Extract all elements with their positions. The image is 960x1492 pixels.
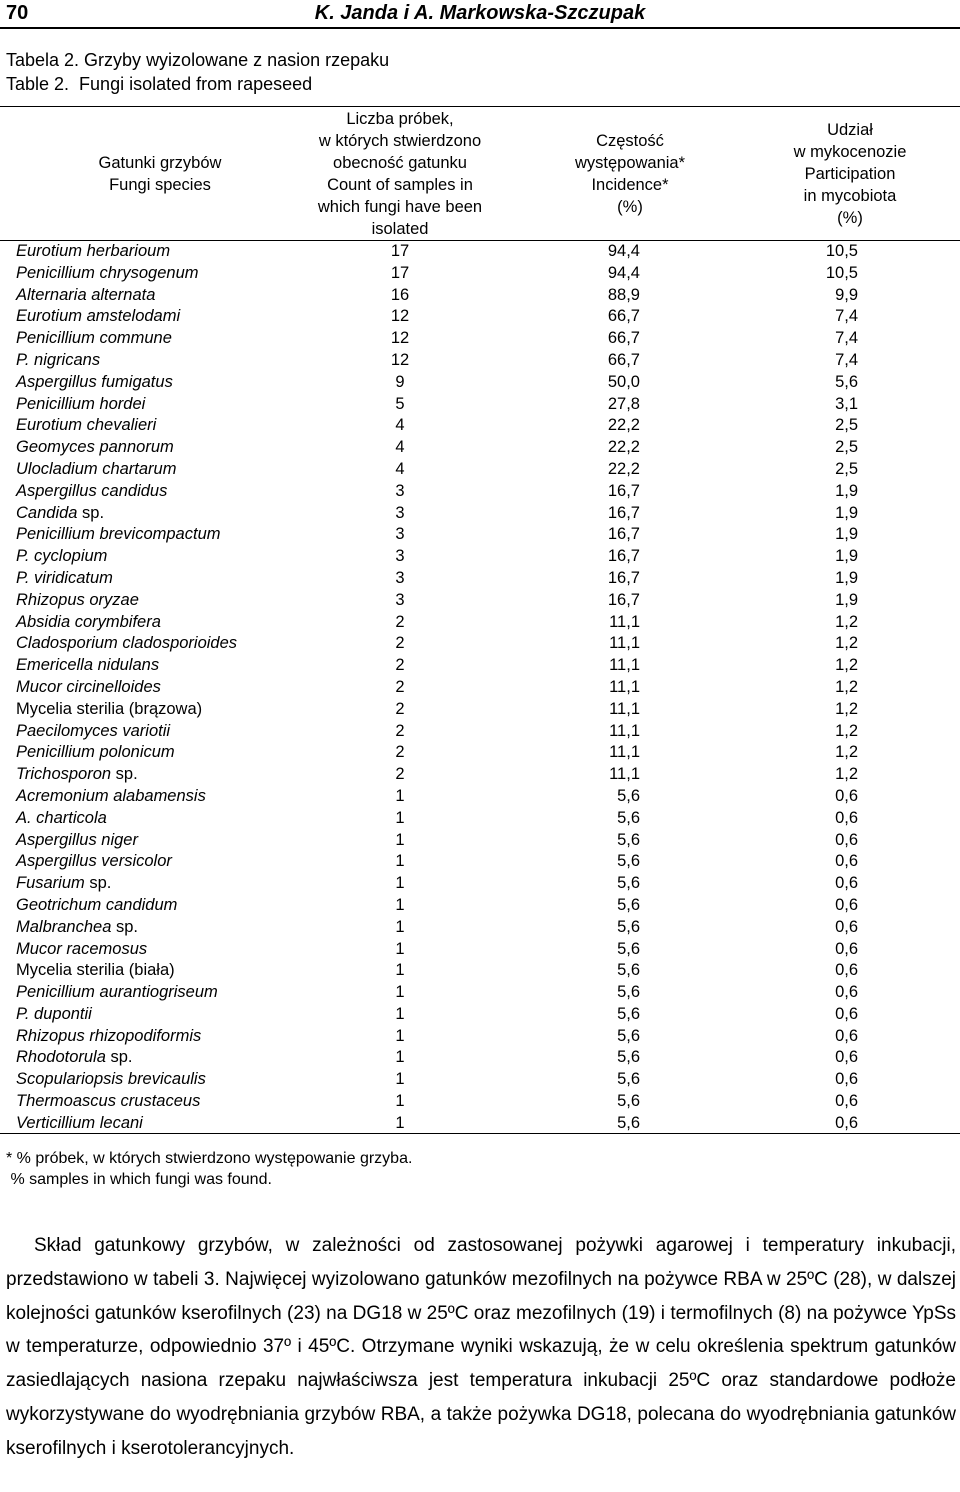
header-line: Fungi species <box>109 176 211 194</box>
incidence-cell: 11,1 <box>609 765 640 784</box>
incidence-cell: 5,6 <box>617 1092 640 1111</box>
incidence-cell: 5,6 <box>617 939 640 958</box>
incidence-cell: 5,6 <box>617 808 640 827</box>
header-line: Participation <box>804 165 896 183</box>
species-cell: Rhizopus oryzae <box>16 590 139 609</box>
count-cell: 4 <box>395 416 405 435</box>
participation-cell: 7,4 <box>835 350 858 369</box>
count-cell: 2 <box>395 743 405 762</box>
species-cell: Thermoascus crustaceus <box>16 1092 201 1111</box>
incidence-cell: 5,6 <box>617 852 640 871</box>
participation-cell: 0,6 <box>835 1048 858 1067</box>
count-cell: 1 <box>395 1026 405 1045</box>
table-row <box>0 285 960 307</box>
count-cell: 3 <box>395 503 405 522</box>
participation-cell: 7,4 <box>835 307 858 326</box>
header-line: isolated <box>371 220 429 238</box>
table-row <box>0 830 960 852</box>
table-row <box>0 1004 960 1026</box>
participation-cell: 1,9 <box>835 481 858 500</box>
species-cell: Eurotium chevalieri <box>16 416 157 435</box>
incidence-cell: 16,7 <box>607 547 640 566</box>
species-cell: P. nigricans <box>16 350 101 369</box>
count-cell: 2 <box>395 634 405 653</box>
count-cell: 1 <box>395 852 405 871</box>
participation-cell: 9,9 <box>835 285 858 304</box>
species-cell: Mucor circinelloides <box>16 677 161 696</box>
species-cell: Fusarium sp. <box>16 874 112 893</box>
table-row <box>0 960 960 982</box>
header-line: obecność gatunku <box>333 154 467 172</box>
species-cell: Geotrichum candidum <box>16 895 178 914</box>
table-row <box>0 764 960 786</box>
count-cell: 1 <box>395 939 405 958</box>
incidence-cell: 22,2 <box>607 438 640 457</box>
header-line: Liczba próbek, <box>346 110 454 128</box>
table-row <box>0 590 960 612</box>
incidence-cell: 66,7 <box>607 329 640 348</box>
count-cell: 3 <box>395 547 405 566</box>
incidence-cell: 5,6 <box>617 1004 640 1023</box>
incidence-cell: 27,8 <box>607 394 640 413</box>
species-cell: Malbranchea sp. <box>16 917 138 936</box>
table-bottom-rule <box>0 1133 960 1134</box>
participation-cell: 7,4 <box>835 329 858 348</box>
table-row <box>0 721 960 743</box>
participation-cell: 1,2 <box>835 612 858 631</box>
species-cell: Penicillium commune <box>16 329 172 348</box>
column-header-incidence <box>520 130 740 218</box>
incidence-cell: 16,7 <box>607 590 640 609</box>
count-cell: 5 <box>395 394 405 413</box>
participation-cell: 1,2 <box>835 743 858 762</box>
header-line: (%) <box>837 209 863 227</box>
participation-cell: 1,9 <box>835 568 858 587</box>
column-header-species <box>40 152 280 196</box>
count-cell: 3 <box>395 481 405 500</box>
table-caption-pl: Tabela 2. Grzyby wyizolowane z nasion rzepaku <box>6 50 390 70</box>
table-row <box>0 612 960 634</box>
footnote-pl: * % próbek, w których stwierdzono występowanie grzyba. <box>6 1150 413 1167</box>
body-paragraph: Skład gatunkowy grzybów, w zależności od zastosowanej pożywki agarowej i temperatury inkubacji, przedstawiono w tabeli 3. Najwięcej wyizolowano gatunków mezofilnych na pożywce RBA w 25ºC (28), w dalszej kolejności gatunków kserofilnych (23) na DG18 w 25ºC oraz mezofilnych (19) i termofilnych (8) na pożywce YpSs w temperaturze, odpowiednio 37º i 45ºC. Otrzymane wyniki wskazują, że w celu określenia spektrum gatunków zasiedlających nasiona rzepaku najwłaściwsza jest temperatura inkubacji 25ºC oraz standardowe podłoże wykorzystywane do wyodrębniania grzybów RBA, a także pożywka DG18, polecana do wyodrębniania gatunków kserofilnych i kserotolerancyjnych. <box>6 1235 956 1459</box>
species-cell: Aspergillus niger <box>16 830 138 849</box>
table-row <box>0 895 960 917</box>
table-row <box>0 1091 960 1113</box>
column-header-count <box>280 108 520 240</box>
table-row <box>0 1069 960 1091</box>
table-row <box>0 437 960 459</box>
count-cell: 1 <box>395 808 405 827</box>
incidence-cell: 66,7 <box>607 307 640 326</box>
count-cell: 12 <box>390 307 410 326</box>
table-row <box>0 263 960 285</box>
count-cell: 1 <box>395 1092 405 1111</box>
species-cell: Acremonium alabamensis <box>16 786 206 805</box>
incidence-cell: 5,6 <box>617 983 640 1002</box>
species-cell: Candida sp. <box>16 503 105 522</box>
count-cell: 2 <box>395 765 405 784</box>
incidence-cell: 16,7 <box>607 525 640 544</box>
count-cell: 17 <box>390 263 410 282</box>
species-cell: Alternaria alternata <box>16 285 156 304</box>
participation-cell: 1,9 <box>835 503 858 522</box>
participation-cell: 1,2 <box>835 656 858 675</box>
count-cell: 4 <box>395 459 405 478</box>
species-cell: Penicillium polonicum <box>16 743 175 762</box>
incidence-cell: 5,6 <box>617 1026 640 1045</box>
participation-cell: 0,6 <box>835 808 858 827</box>
table-row <box>0 786 960 808</box>
count-cell: 2 <box>395 699 405 718</box>
table-row <box>0 677 960 699</box>
participation-cell: 0,6 <box>835 1070 858 1089</box>
table-row <box>0 350 960 372</box>
incidence-cell: 22,2 <box>607 459 640 478</box>
count-cell: 1 <box>395 1004 405 1023</box>
table-row <box>0 655 960 677</box>
species-cell: Aspergillus fumigatus <box>16 372 173 391</box>
count-cell: 1 <box>395 1070 405 1089</box>
count-cell: 3 <box>395 525 405 544</box>
species-cell: A. charticola <box>16 808 107 827</box>
species-cell: Aspergillus candidus <box>16 481 168 500</box>
header-line: występowania* <box>574 154 686 172</box>
participation-cell: 5,6 <box>835 372 858 391</box>
incidence-cell: 66,7 <box>607 350 640 369</box>
species-cell: Mucor racemosus <box>16 939 148 958</box>
table-row <box>0 939 960 961</box>
species-cell: P. cyclopium <box>16 547 108 566</box>
species-cell: Paecilomyces variotii <box>16 721 171 740</box>
count-cell: 2 <box>395 677 405 696</box>
table-row <box>0 699 960 721</box>
species-cell: Cladosporium cladosporioides <box>16 634 238 653</box>
participation-cell: 0,6 <box>835 983 858 1002</box>
incidence-cell: 5,6 <box>617 1070 640 1089</box>
participation-cell: 2,5 <box>835 459 858 478</box>
participation-cell: 0,6 <box>835 961 858 980</box>
incidence-cell: 22,2 <box>607 416 640 435</box>
table-row <box>0 742 960 764</box>
page-header <box>0 0 960 26</box>
table-row <box>0 241 960 263</box>
species-cell: P. viridicatum <box>16 568 113 587</box>
header-line: Częstość <box>596 132 664 150</box>
count-cell: 1 <box>395 786 405 805</box>
incidence-cell: 11,1 <box>609 699 640 718</box>
count-cell: 1 <box>395 961 405 980</box>
incidence-cell: 11,1 <box>609 677 640 696</box>
incidence-cell: 11,1 <box>609 656 640 675</box>
species-cell: Scopulariopsis brevicaulis <box>16 1070 206 1089</box>
species-cell: Ulocladium chartarum <box>16 459 177 478</box>
table-row <box>0 633 960 655</box>
count-cell: 1 <box>395 830 405 849</box>
count-cell: 2 <box>395 656 405 675</box>
header-line: Udział <box>827 121 873 139</box>
species-cell: Geomyces pannorum <box>16 438 174 457</box>
participation-cell: 0,6 <box>835 895 858 914</box>
incidence-cell: 16,7 <box>607 568 640 587</box>
species-cell: Aspergillus versicolor <box>16 852 172 871</box>
incidence-cell: 5,6 <box>617 1113 640 1132</box>
table-row <box>0 394 960 416</box>
table-row <box>0 524 960 546</box>
participation-cell: 1,9 <box>835 547 858 566</box>
page-number: 70 <box>6 2 29 24</box>
header-line: Incidence* <box>591 176 669 194</box>
count-cell: 12 <box>390 350 410 369</box>
incidence-cell: 94,4 <box>607 263 640 282</box>
participation-cell: 1,2 <box>835 699 858 718</box>
header-line: Count of samples in <box>327 176 473 194</box>
participation-cell: 1,2 <box>835 721 858 740</box>
count-cell: 2 <box>395 721 405 740</box>
incidence-cell: 5,6 <box>617 961 640 980</box>
table-body <box>0 241 960 1135</box>
header-line: which fungi have been <box>317 198 483 216</box>
incidence-cell: 88,9 <box>607 285 640 304</box>
participation-cell: 2,5 <box>835 416 858 435</box>
participation-cell: 0,6 <box>835 1092 858 1111</box>
table-row <box>0 503 960 525</box>
table-row <box>0 328 960 350</box>
participation-cell: 0,6 <box>835 1004 858 1023</box>
species-cell: Eurotium amstelodami <box>16 307 181 326</box>
participation-cell: 0,6 <box>835 874 858 893</box>
header-line: (%) <box>617 198 643 216</box>
participation-cell: 1,2 <box>835 634 858 653</box>
header-line: in mycobiota <box>803 187 897 205</box>
incidence-cell: 5,6 <box>617 874 640 893</box>
species-cell: Eurotium herbarioum <box>16 242 171 260</box>
species-cell: Emericella nidulans <box>16 656 160 675</box>
incidence-cell: 16,7 <box>607 503 640 522</box>
species-cell: Verticillium lecani <box>16 1113 143 1132</box>
species-cell: P. dupontii <box>16 1004 92 1023</box>
species-cell: Rhizopus rhizopodiformis <box>16 1026 202 1045</box>
participation-cell: 10,5 <box>825 242 858 260</box>
table-row <box>0 851 960 873</box>
count-cell: 17 <box>390 242 410 260</box>
incidence-cell: 5,6 <box>617 895 640 914</box>
incidence-cell: 5,6 <box>617 1048 640 1067</box>
incidence-cell: 5,6 <box>617 830 640 849</box>
count-cell: 1 <box>395 983 405 1002</box>
species-cell: Penicillium brevicompactum <box>16 525 221 544</box>
table-row <box>0 481 960 503</box>
species-cell: Mycelia sterilia (brązowa) <box>16 699 203 718</box>
participation-cell: 0,6 <box>835 1113 858 1132</box>
incidence-cell: 5,6 <box>617 917 640 936</box>
count-cell: 9 <box>395 372 405 391</box>
running-header-authors: K. Janda i A. Markowska-Szczupak <box>314 2 646 24</box>
header-line: w których stwierdzono <box>318 132 482 150</box>
count-cell: 3 <box>395 590 405 609</box>
table-row <box>0 546 960 568</box>
table-row <box>0 568 960 590</box>
table-row <box>0 873 960 895</box>
table-row <box>0 306 960 328</box>
table-row <box>0 1026 960 1048</box>
species-cell: Trichosporon sp. <box>16 765 138 784</box>
count-cell: 3 <box>395 568 405 587</box>
table-row <box>0 372 960 394</box>
incidence-cell: 94,4 <box>607 242 640 260</box>
participation-cell: 10,5 <box>825 263 858 282</box>
count-cell: 1 <box>395 1113 405 1132</box>
species-cell: Penicillium aurantiogriseum <box>16 983 218 1002</box>
header-rule <box>0 27 960 29</box>
count-cell: 1 <box>395 917 405 936</box>
participation-cell: 0,6 <box>835 1026 858 1045</box>
table-row <box>0 1113 960 1135</box>
table-row <box>0 415 960 437</box>
species-cell: Mycelia sterilia (biała) <box>16 961 175 980</box>
count-cell: 1 <box>395 895 405 914</box>
species-cell: Absidia corymbifera <box>16 612 161 631</box>
table-row <box>0 1047 960 1069</box>
participation-cell: 2,5 <box>835 438 858 457</box>
incidence-cell: 11,1 <box>609 634 640 653</box>
incidence-cell: 11,1 <box>609 721 640 740</box>
count-cell: 4 <box>395 438 405 457</box>
participation-cell: 0,6 <box>835 852 858 871</box>
count-cell: 1 <box>395 1048 405 1067</box>
incidence-cell: 50,0 <box>607 372 640 391</box>
count-cell: 16 <box>390 285 410 304</box>
participation-cell: 0,6 <box>835 830 858 849</box>
header-line: Gatunki grzybów <box>98 154 222 172</box>
participation-cell: 1,9 <box>835 590 858 609</box>
species-cell: Rhodotorula sp. <box>16 1048 133 1067</box>
participation-cell: 1,9 <box>835 525 858 544</box>
participation-cell: 1,2 <box>835 765 858 784</box>
participation-cell: 3,1 <box>835 394 858 413</box>
count-cell: 2 <box>395 612 405 631</box>
table-row <box>0 459 960 481</box>
participation-cell: 0,6 <box>835 917 858 936</box>
count-cell: 12 <box>390 329 410 348</box>
species-cell: Penicillium hordei <box>16 394 146 413</box>
incidence-cell: 11,1 <box>609 612 640 631</box>
incidence-cell: 11,1 <box>609 743 640 762</box>
footnote-en: % samples in which fungi was found. <box>6 1171 272 1188</box>
count-cell: 1 <box>395 874 405 893</box>
incidence-cell: 16,7 <box>607 481 640 500</box>
table-row <box>0 982 960 1004</box>
participation-cell: 0,6 <box>835 939 858 958</box>
species-cell: Penicillium chrysogenum <box>16 263 199 282</box>
table-top-rule <box>0 106 960 107</box>
table-row <box>0 808 960 830</box>
table-row <box>0 917 960 939</box>
table-caption-en: Table 2. Fungi isolated from rapeseed <box>6 74 313 94</box>
column-header-participation <box>740 119 960 229</box>
header-line: w mykocenozie <box>793 143 907 161</box>
incidence-cell: 5,6 <box>617 786 640 805</box>
participation-cell: 1,2 <box>835 677 858 696</box>
participation-cell: 0,6 <box>835 786 858 805</box>
